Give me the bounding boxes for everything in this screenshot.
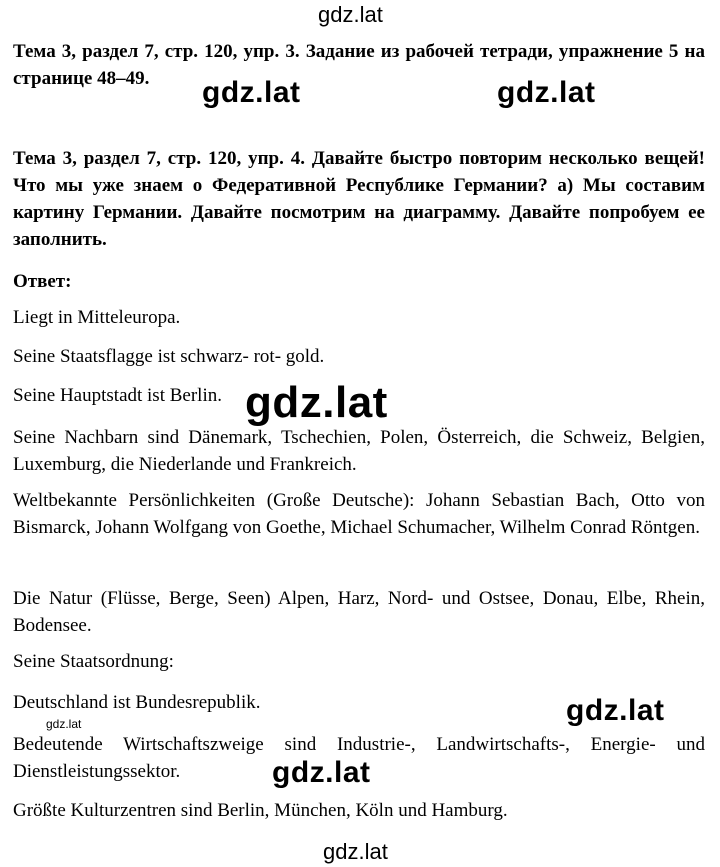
answer-line-nature: Die Natur (Flüsse, Berge, Seen) Alpen, Harz, Nord- und Ostsee, Donau, Elbe, Rhein, Bodensee. — [13, 588, 705, 636]
answer-label: Ответ: — [13, 271, 72, 292]
answer-line-culture: Größte Kulturzentren sind Berlin, München, Köln und Hamburg. — [13, 800, 508, 821]
answer-line-state-order: Deutschland ist Bundesrepublik. — [13, 692, 261, 713]
watermark-3: gdz.lat — [245, 378, 388, 427]
answer-line-state-order-label: Seine Staatsordnung: — [13, 651, 174, 672]
watermark-2: gdz.lat — [497, 76, 596, 109]
answer-line-flag: Seine Staatsflagge ist schwarz- rot- gold. — [13, 346, 325, 367]
watermark-5: gdz.lat — [272, 756, 371, 789]
answer-line-capital: Seine Hauptstadt ist Berlin. — [13, 385, 222, 406]
answer-line-location: Liegt in Mitteleuropa. — [13, 307, 181, 328]
answer-line-neighbors: Seine Nachbarn sind Dänemark, Tschechien, Polen, Österreich, die Schweiz, Belgien, Luxemburg, die Niederlande und Frankreich. — [13, 427, 705, 475]
watermark-top: gdz.lat — [318, 2, 383, 27]
task-4-heading: Тема 3, раздел 7, стр. 120, упр. 4. Давайте быстро повторим несколько вещей! Что мы уже знаем о Федеративной Республике Германии? а) Мы составим картину Германии. Давайте посмотрим на диаграмму. Давайте попробуем ее заполнить. — [13, 148, 705, 250]
task-3-heading: Тема 3, раздел 7, стр. 120, упр. 3. Задание из рабочей тетради, упражнение 5 на странице 48–49. — [13, 41, 705, 89]
watermark-4: gdz.lat — [566, 694, 665, 727]
answer-line-personalities: Weltbekannte Persönlichkeiten (Große Deutsche): Johann Sebastian Bach, Otto von Bismarck, Johann Wolfgang von Goethe, Michael Schumacher, Wilhelm Conrad Röntgen. — [13, 490, 705, 538]
watermark-1: gdz.lat — [202, 76, 301, 109]
watermark-tiny: gdz.lat — [46, 717, 82, 731]
watermark-bottom: gdz.lat — [323, 839, 388, 864]
answer-line-economy: Bedeutende Wirtschaftszweige sind Industrie-, Landwirtschafts-, Energie- und Dienstleistungssektor. — [13, 734, 705, 782]
